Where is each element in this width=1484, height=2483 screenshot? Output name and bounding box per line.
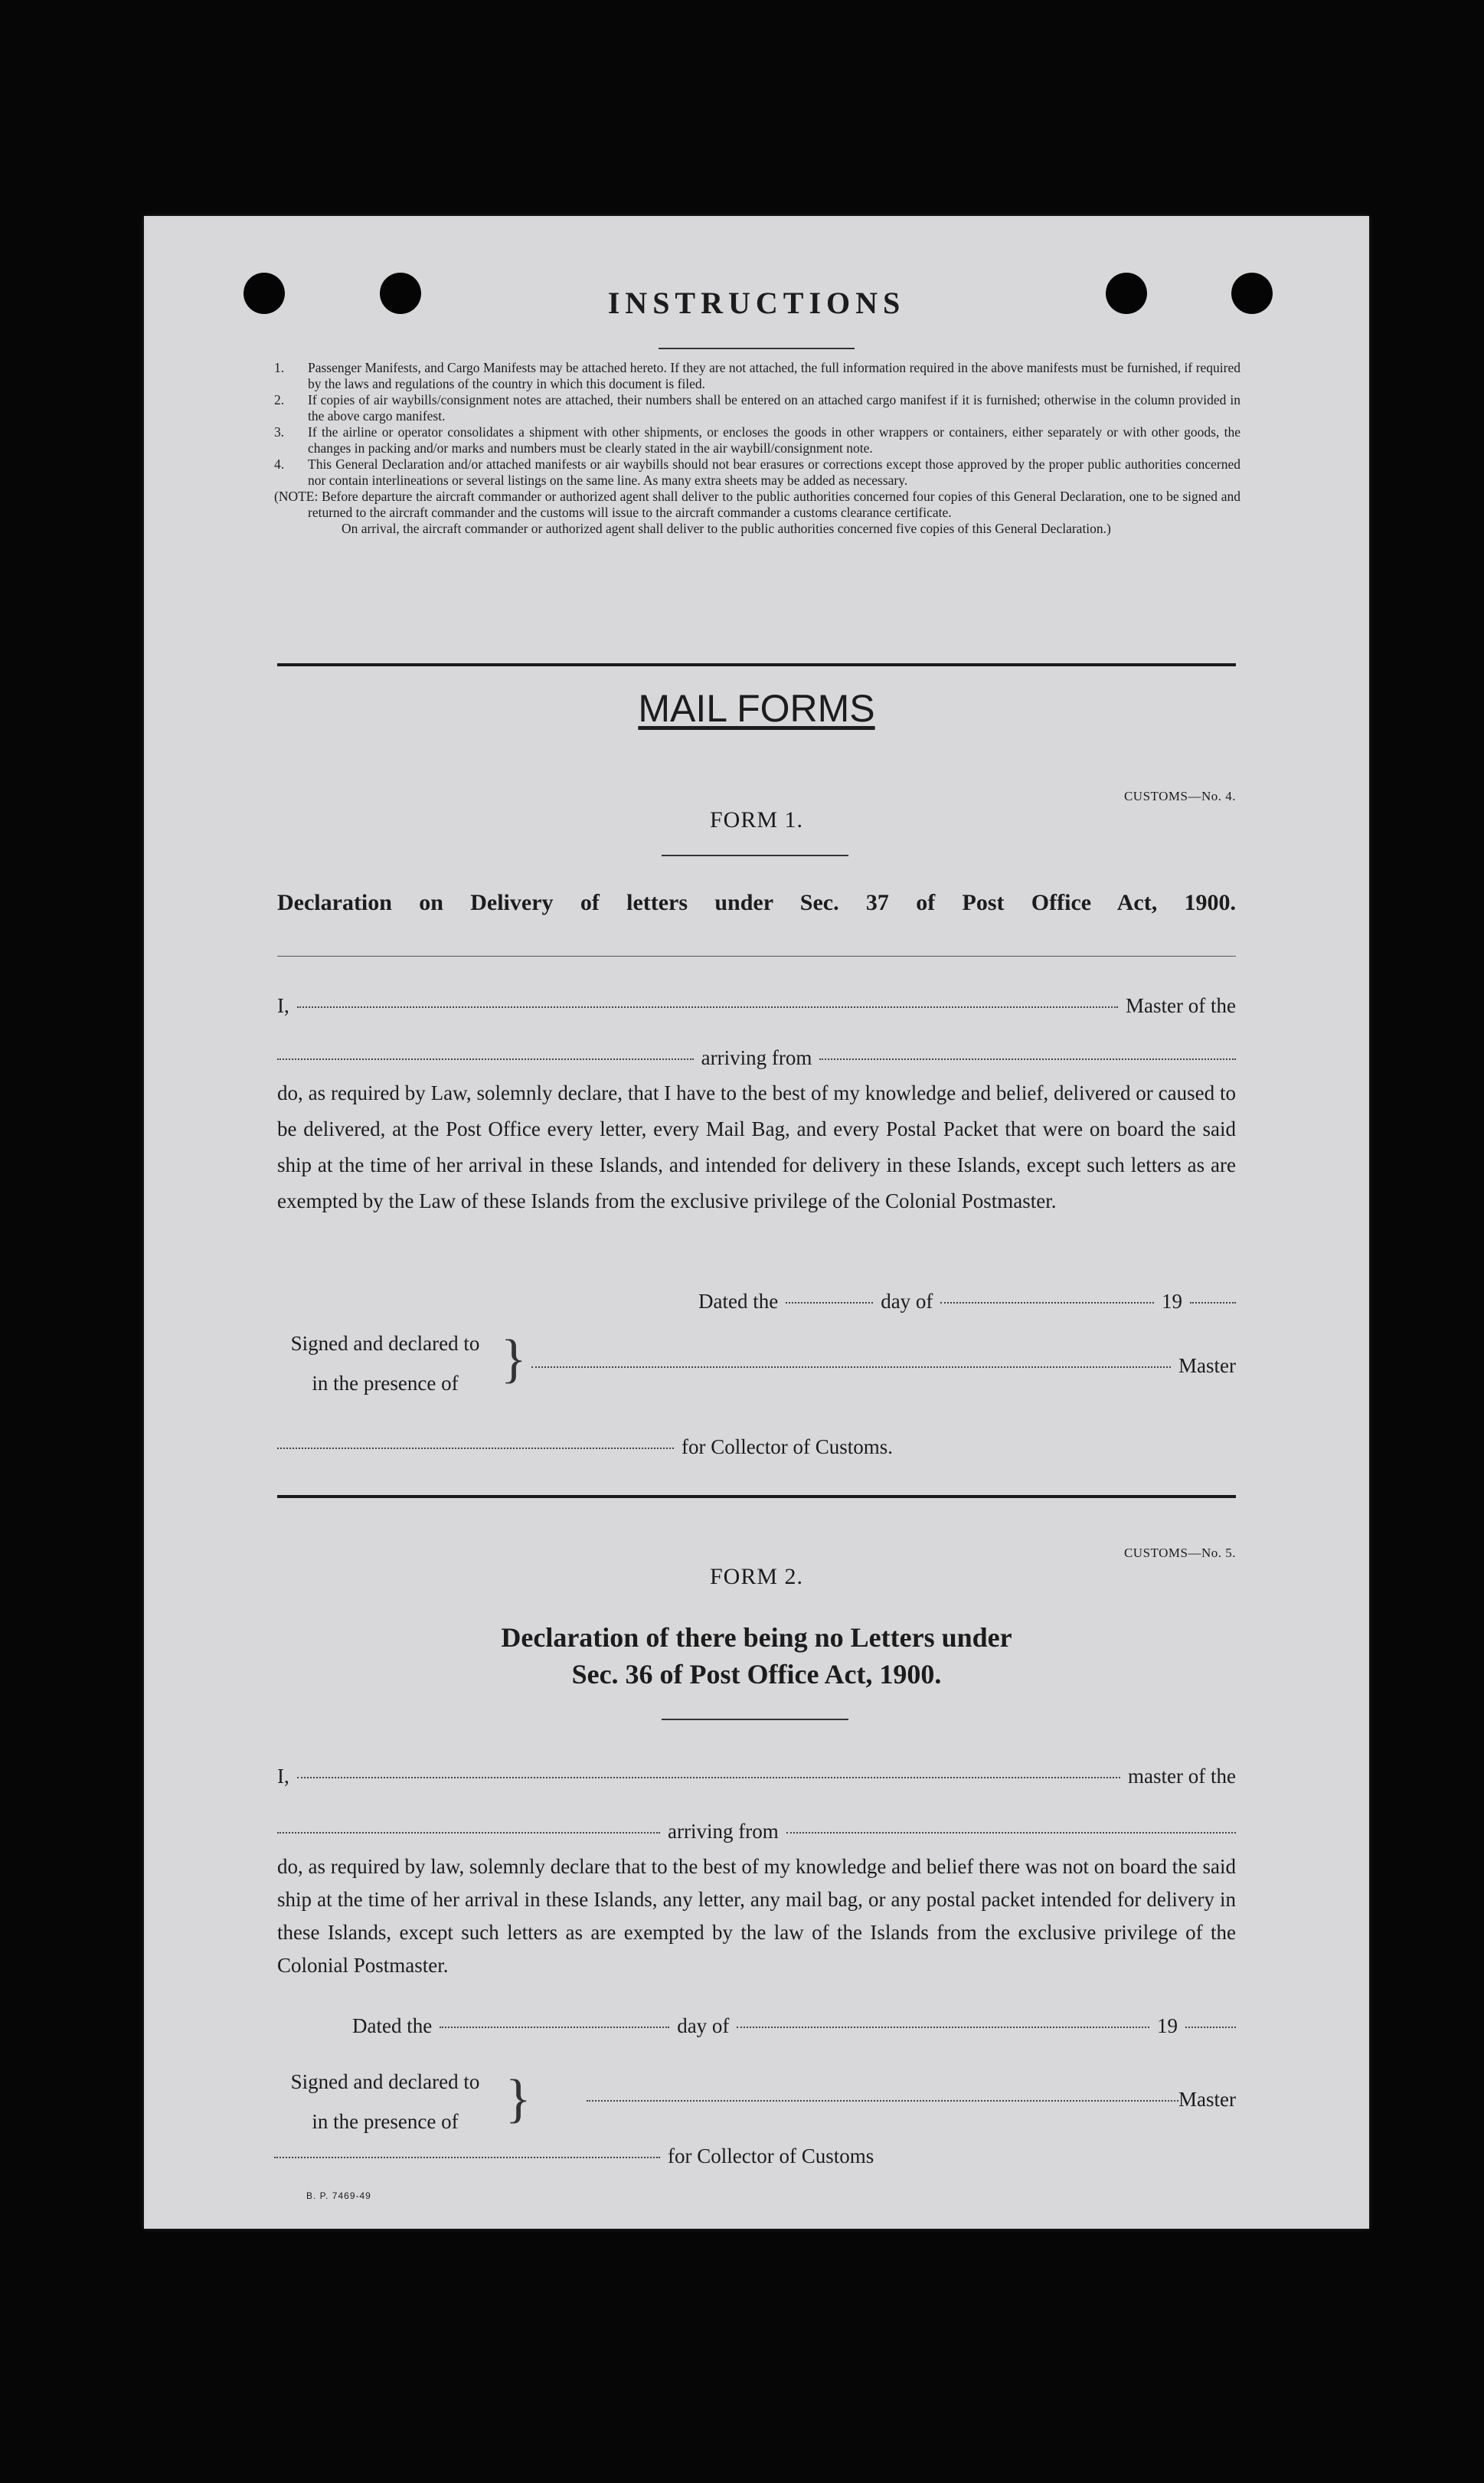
brace-glyph: } (501, 1330, 527, 1389)
instruction-note: (NOTE: Before departure the aircraft commander or authorized agent shall deliver to the public authorities concerned four copies of this General Declaration, one to be signed and returned to the aircraft commander and the customs will issue to the aircraft commander a customs clearance certificate. On arrival, the aircraft commander or authorized agent shall deliver to the public authorities concerned five copies of this General Declaration.) (274, 489, 1240, 536)
blank-field[interactable] (277, 1447, 674, 1449)
blank-field[interactable] (1185, 2026, 1236, 2028)
instructions-title: INSTRUCTIONS (607, 286, 906, 320)
form2-declaration-text: do, as required by law, solemnly declare that to the best of my knowledge and belief there was not on board the said ship at the time of her arrival in these Islands, any letter, any mail bag, or any postal packet intended for delivery in these Islands, except such letters as are exempted by the law of the Islands from the exclusive privilege of the Colonial Postmaster. (277, 1855, 1236, 1977)
blank-field[interactable] (1190, 1301, 1236, 1304)
form1-title-rule (662, 855, 848, 856)
blank-field[interactable] (940, 1301, 1154, 1304)
brace-glyph: } (505, 2069, 531, 2128)
form2-dated-line: Dated the day of 19 (352, 2014, 1236, 2038)
blank-field[interactable] (587, 2099, 1178, 2102)
form1-declaration-heading: Declaration on Delivery of letters under Sec. 37 of Post Office Act, 1900. (277, 890, 1236, 915)
blank-field[interactable] (440, 2026, 669, 2028)
form1-arriving-line: arriving from (277, 1046, 1236, 1070)
form1-title: FORM 1. (709, 807, 804, 833)
instruction-item: 1. Passenger Manifests, and Cargo Manifests may be attached hereto. If they are not attached, the full information required in the above manifests must be furnished, if required by the laws and regulations of the country in which this document is filed. (274, 360, 1240, 391)
form2-declaration-heading: Declaration of there being no Letters under Sec. 36 of Post Office Act, 1900. (501, 1622, 1012, 1690)
form1-declaration-text: do, as required by Law, solemnly declare, that I have to the best of my knowledge and belief, delivered or caused to be delivered, at the Post Office every letter, every Mail Bag, and every Postal Packet that were on board the said ship at the time of her arrival in these Islands, and intended for delivery in these Islands, except such letters as are exempted by the Law of these Islands from the exclusive privilege of the Colonial Postmaster. (277, 1081, 1236, 1212)
print-code: B. P. 7469-49 (306, 2190, 371, 2201)
blank-field[interactable] (786, 1301, 873, 1304)
form2-customs-number: CUSTOMS—No. 5. (1123, 1546, 1236, 1560)
blank-field[interactable] (786, 1831, 1236, 1834)
blank-field[interactable] (274, 2156, 660, 2158)
blank-field[interactable] (819, 1058, 1236, 1060)
form1-collector-line: for Collector of Customs. (277, 1435, 1236, 1459)
form2-master-line: I, master of the (277, 1765, 1236, 1788)
blank-field[interactable] (277, 1831, 660, 1834)
instructions-list (274, 360, 1240, 537)
section-divider (277, 663, 1236, 666)
instruction-item: 2. If copies of air waybills/consignment notes are attached, their numbers shall be entered on an attached cargo manifest if it is furnished; otherwise in the column provided in the above cargo manifest. (274, 392, 1240, 424)
form1-master-line: I, Master of the (277, 994, 1236, 1017)
blank-field[interactable] (277, 1058, 694, 1060)
form2-title-rule (662, 1719, 848, 1720)
form-divider (277, 1495, 1236, 1498)
blank-field[interactable] (297, 1006, 1118, 1008)
form2-collector-line: for Collector of Customs (274, 2144, 1040, 2168)
form1-master-signature-line: Master (531, 1354, 1236, 1378)
blank-field[interactable] (737, 2026, 1149, 2028)
mail-forms-title: MAIL FORMS (638, 687, 875, 730)
form2-arriving-line: arriving from (277, 1820, 1236, 1843)
title-rule (659, 348, 855, 349)
form2-master-signature-line: Master (587, 2088, 1236, 2112)
form2-signed-block: Signed and declared to in the presence of (290, 2070, 480, 2133)
instruction-item: 3. If the airline or operator consolidates a shipment with other shipments, or encloses the goods in other wrappers or containers, either separately or with other goods, the changes in packing and/or marks and numbers must be clearly stated in the air waybill/consignment note. (274, 424, 1240, 456)
form1-dated-line: Dated the day of 19 (698, 1290, 1236, 1313)
document-sheet (144, 216, 1369, 2229)
form2-title: FORM 2. (709, 1564, 804, 1589)
instruction-item: 4. This General Declaration and/or attached manifests or air waybills should not bear erasures or corrections except those approved by the proper public authorities concerned nor contain interlineations or several listings on the same line. As many extra sheets may be added as necessary. (274, 456, 1240, 488)
blank-field[interactable] (297, 1776, 1120, 1778)
form1-customs-number: CUSTOMS—No. 4. (1123, 789, 1236, 803)
form1-heading-rule (277, 956, 1236, 957)
form1-signed-block: Signed and declared to in the presence of (290, 1332, 480, 1395)
blank-field[interactable] (531, 1366, 1171, 1368)
